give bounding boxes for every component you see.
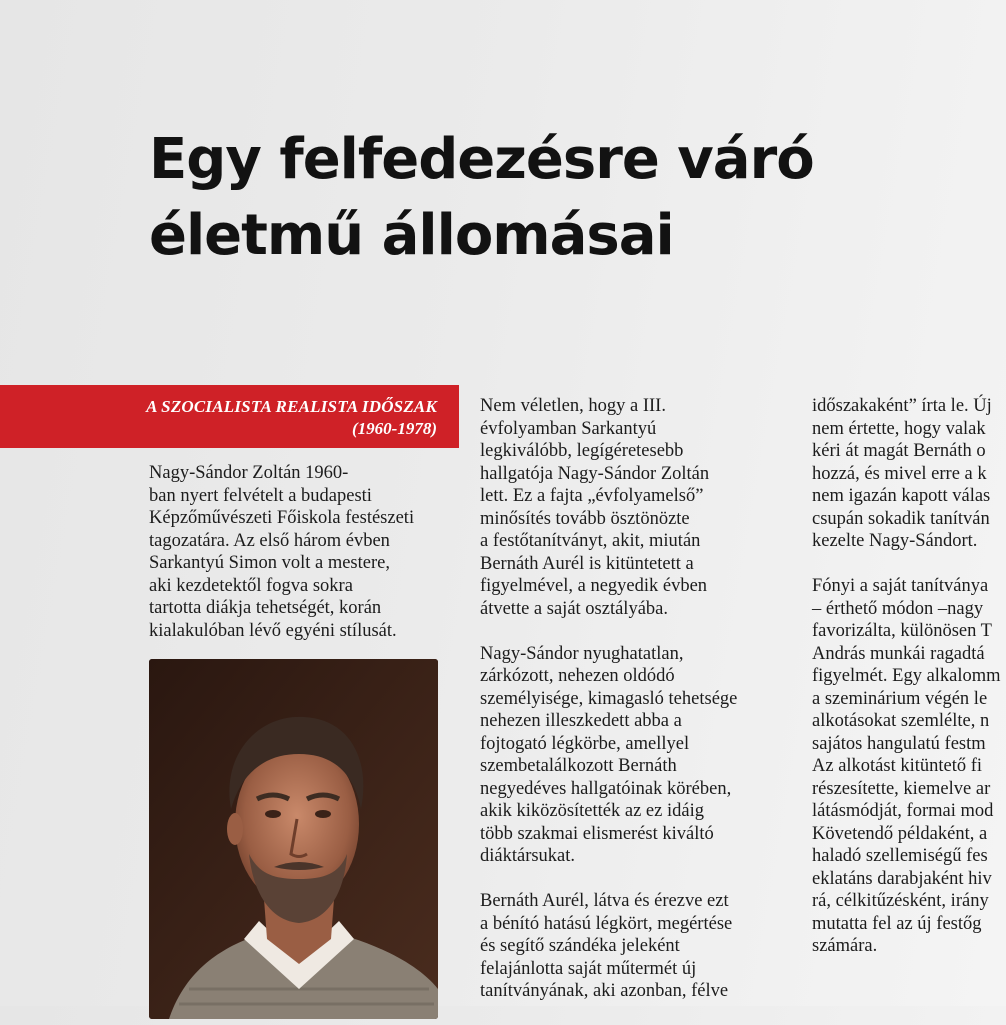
text-line: a bénító hatású légkört, megértése <box>480 913 733 934</box>
page-title <box>149 122 989 274</box>
paragraph <box>149 462 449 642</box>
text-line: ban nyert felvételt a budapesti <box>149 485 372 506</box>
portrait-illustration <box>149 659 438 1019</box>
text-line: évfolyamban Sarkantyú <box>480 418 657 439</box>
text-line: időszakaként” írta le. Új <box>812 396 992 416</box>
text-column-2 <box>480 395 780 1025</box>
text-line: szembetalálkozott Bernáth <box>480 756 677 776</box>
text-line: személyisége, kimagasló tehetsége <box>480 688 738 709</box>
text-line: és segítő szándéka jeleként <box>480 936 680 956</box>
paragraph <box>480 890 780 1003</box>
text-line: Fónyi a saját tanítványa <box>812 576 989 596</box>
paragraph <box>812 575 1006 958</box>
text-line: sajátos hangulatú festm <box>812 733 986 754</box>
text-line: haladó szellemiségű fes <box>812 846 988 866</box>
text-line: minősítés tovább ösztönözte <box>480 508 690 529</box>
text-line: Bernáth Aurél, látva és érezve ezt <box>480 891 729 911</box>
text-line: a festőtanítványt, akit, miután <box>480 531 701 551</box>
portrait-photo <box>149 659 438 1019</box>
text-line: rá, célkitűzésként, irány <box>812 891 989 911</box>
text-line: nehezen illeszkedett abba a <box>480 711 682 731</box>
text-line: akik kiközösítették az ez idáig <box>480 801 704 821</box>
text-line: András munkái ragadtá <box>812 643 985 664</box>
text-line: legkiválóbb, legígéretesebb <box>480 441 684 461</box>
text-line: zárkózott, nehezen oldódó <box>480 666 675 686</box>
text-line: tagozatára. Az első három évben <box>149 530 390 551</box>
text-line: tanítványának, aki azonban, félve <box>480 981 729 1001</box>
text-line: nem értette, hogy valak <box>812 418 986 439</box>
text-line: aki kezdetektől fogva sokra <box>149 575 353 596</box>
text-line: Sarkantyú Simon volt a mestere, <box>149 553 390 573</box>
text-line: több szakmai elismerést kiváltó <box>480 823 714 844</box>
text-line: Nem véletlen, hogy a III. <box>480 396 666 416</box>
text-line: mutatta fel az új festőg <box>812 913 982 934</box>
text-line: számára. <box>812 936 878 956</box>
text-line: alkotásokat szemlélte, n <box>812 711 990 731</box>
text-line: eklatáns darabjaként hiv <box>812 868 992 889</box>
page-title-line-2: életmű állomásai <box>149 203 674 268</box>
section-years: (1960-1978) <box>352 419 437 438</box>
text-line: átvette a saját osztályába. <box>480 598 668 619</box>
text-line: hallgatója Nagy-Sándor Zoltán <box>480 463 710 484</box>
text-line: kéri át magát Bernáth o <box>812 441 986 461</box>
text-line: kialakulóban lévő egyéni stílusát. <box>149 620 397 641</box>
text-line: tartotta diákja tehetségét, korán <box>149 598 382 618</box>
text-line: hozzá, és mivel erre a k <box>812 463 987 484</box>
text-line: Nagy-Sándor nyughatatlan, <box>480 643 684 664</box>
text-line: felajánlotta saját műtermét új <box>480 958 697 979</box>
text-column-1 <box>149 462 449 665</box>
text-column-3 <box>812 395 1006 980</box>
paragraph <box>480 643 780 868</box>
text-line: Az alkotást kitüntető fi <box>812 756 983 776</box>
text-line: Nagy-Sándor Zoltán 1960- <box>149 463 349 483</box>
text-line: kezelte Nagy-Sándort. <box>812 531 978 551</box>
text-line: favorizálta, különösen T <box>812 621 992 641</box>
text-line: nem igazán kapott válas <box>812 486 991 506</box>
text-line: Bernáth Aurél is kitüntetett a <box>480 553 694 574</box>
text-line: diáktársukat. <box>480 846 576 866</box>
paragraph <box>480 395 780 620</box>
paragraph <box>812 395 1006 553</box>
text-line: részesítette, kiemelve ar <box>812 778 991 799</box>
text-line: látásmódját, formai mod <box>812 801 994 821</box>
text-line: fojtogató légkörbe, amellyel <box>480 733 690 754</box>
section-title: A SZOCIALISTA REALISTA IDŐSZAK <box>146 397 437 416</box>
text-line: Követendő példaként, a <box>812 823 988 844</box>
text-line: – érthető módon –nagy <box>812 598 984 619</box>
text-line: negyedéves hallgatóinak körében, <box>480 778 732 799</box>
text-line: csupán sokadik tanítván <box>812 508 990 529</box>
page-title-line-1: Egy felfedezésre váró <box>149 127 814 192</box>
text-line: Képzőművészeti Főiskola festészeti <box>149 508 415 528</box>
text-line: figyelmét. Egy alkalomm <box>812 666 1001 686</box>
text-line: a szeminárium végén le <box>812 688 988 709</box>
section-banner <box>0 385 459 448</box>
text-line: figyelmével, a negyedik évben <box>480 576 708 596</box>
text-line: lett. Ez a fajta „évfolyamelső” <box>480 486 704 506</box>
